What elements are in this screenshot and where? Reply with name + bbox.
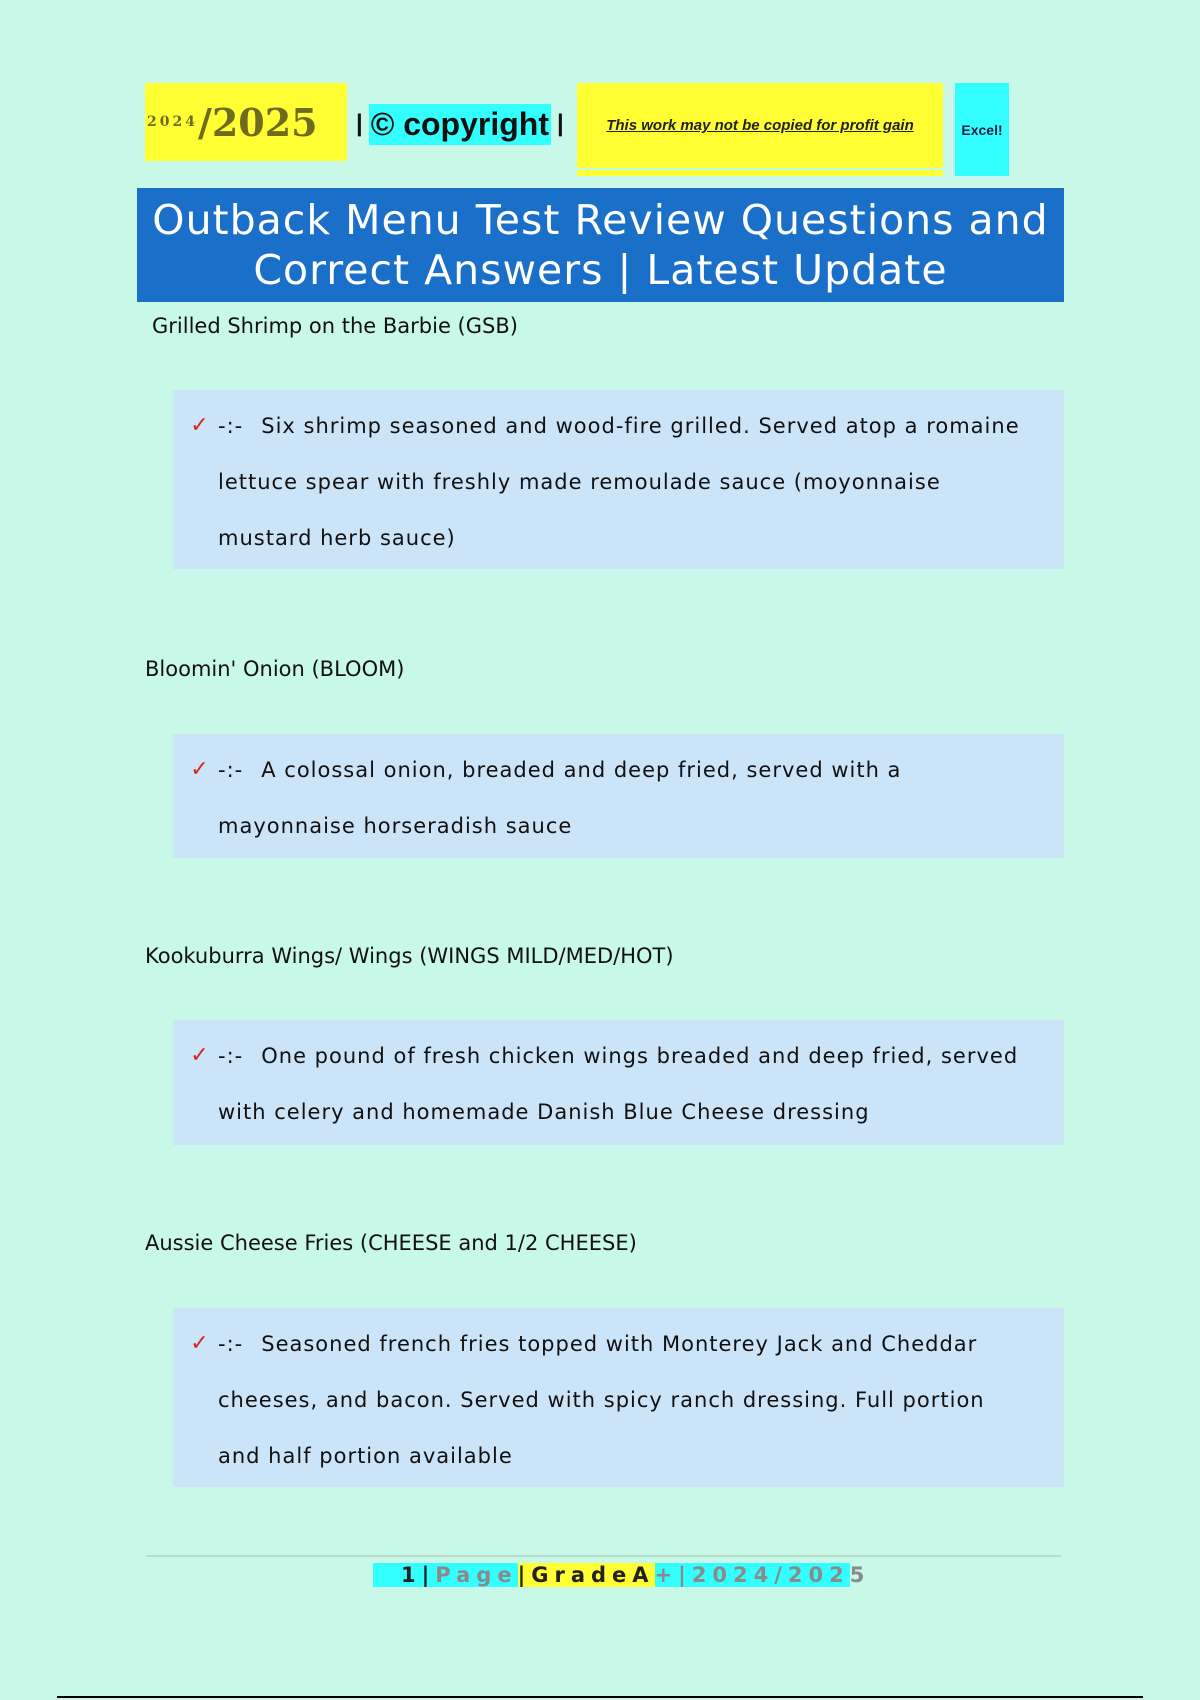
excel-badge: Excel! (955, 83, 1009, 176)
answer-box (173, 390, 1064, 569)
question-label: Kookuburra Wings/ Wings (WINGS MILD/MED/HOT) (145, 944, 674, 968)
page-title: Outback Menu Test Review Questions and Correct Answers | Latest Update (137, 188, 1064, 302)
question-label: Grilled Shrimp on the Barbie (GSB) (152, 314, 518, 338)
year-end: /2025 (197, 99, 318, 145)
bottom-border (57, 1696, 1143, 1698)
answer-prefix: -:- (218, 1044, 244, 1068)
footer-divider (146, 1555, 1061, 1557)
footer-sep: | (517, 1563, 532, 1587)
copyright-pipe-left: | (356, 110, 363, 137)
answer-text (218, 1316, 1034, 1484)
year-badge (145, 83, 347, 161)
footer-year: +|2024/202 (654, 1563, 850, 1587)
copyright-text: © copyright (369, 104, 551, 145)
check-icon: ✓ (190, 1331, 209, 1356)
page-footer (373, 1558, 870, 1592)
footer-grade: GradeA (531, 1563, 655, 1587)
copyright-label (356, 100, 564, 148)
answer-body: One pound of fresh chicken wings breaded and deep fried, served with celery and homemade Danish Blue Cheese dressing (218, 1044, 1019, 1124)
answer-box (173, 734, 1064, 858)
page-number: 1 (373, 1563, 422, 1587)
answer-prefix: -:- (218, 1332, 244, 1356)
year-start: 2024 (147, 114, 198, 130)
check-icon: ✓ (190, 1043, 209, 1068)
answer-body: A colossal onion, breaded and deep fried, served with a mayonnaise horseradish sauce (218, 758, 902, 838)
answer-body: Six shrimp seasoned and wood-fire grilled. Served atop a romaine lettuce spear with freshly made remoulade sauce (moyonnaise mustard herb sauce) (218, 414, 1020, 550)
question-label: Aussie Cheese Fries (CHEESE and 1/2 CHEESE) (145, 1231, 637, 1255)
question-label: Bloomin' Onion (BLOOM) (145, 657, 405, 681)
footer-page-word: Page (435, 1563, 518, 1587)
answer-prefix: -:- (218, 758, 244, 782)
copy-notice: This work may not be copied for profit gain (577, 83, 943, 168)
answer-text (218, 1028, 1034, 1140)
answer-text (218, 398, 1034, 566)
check-icon: ✓ (190, 757, 209, 782)
copyright-pipe-right: | (556, 110, 564, 137)
check-icon: ✓ (190, 413, 209, 438)
answer-text (218, 742, 1034, 854)
answer-body: Seasoned french fries topped with Monterey Jack and Cheddar cheeses, and bacon. Served with spicy ranch dressing. Full portion and half portion available (218, 1332, 985, 1468)
answer-box (173, 1308, 1064, 1487)
answer-prefix: -:- (218, 414, 244, 438)
footer-sep: | (421, 1563, 436, 1587)
footer-year-tail: 5 (849, 1563, 871, 1587)
answer-box (173, 1020, 1064, 1145)
notice-underline-bar (577, 170, 943, 176)
